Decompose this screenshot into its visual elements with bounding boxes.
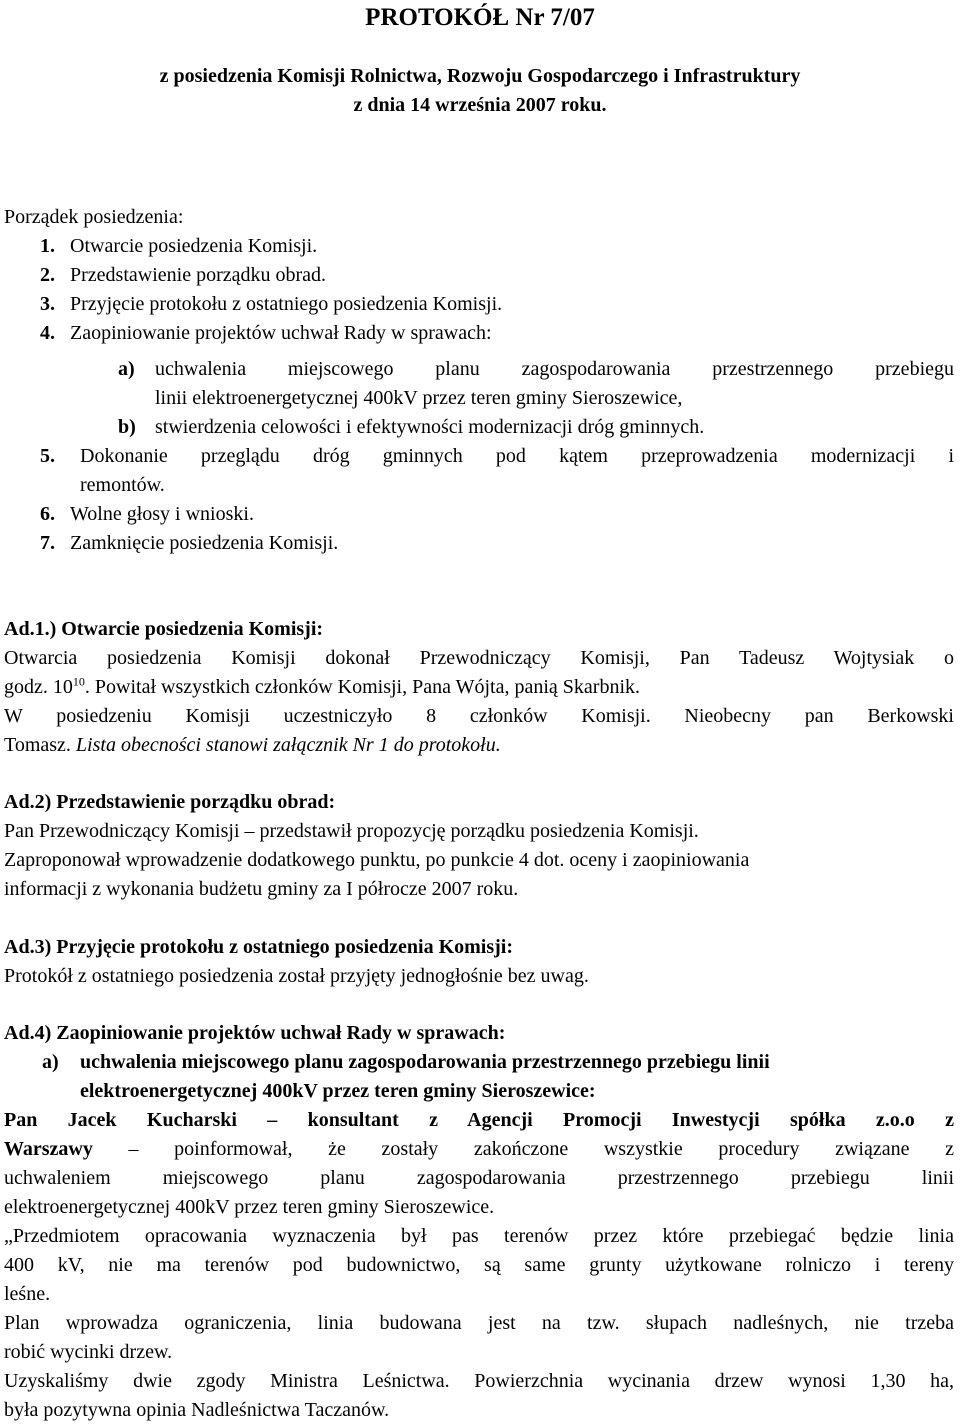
agenda-subitem-a: [118, 355, 155, 384]
ad4-para4-line-1: Uzyskaliśmy dwie zgody Ministra Leśnictwa. Powierzchnia wycinania drzew wynosi 1,30 ha,: [4, 1370, 954, 1392]
ad4-subitem-letter: a): [42, 1051, 59, 1073]
agenda-item-text: Otwarcie posiedzenia Komisji.: [70, 235, 318, 257]
ad4-info-text: – poinformował, że zostały zakończone wszystkie procedury związane z: [92, 1138, 954, 1160]
agenda-item-number: 5.: [40, 445, 55, 467]
ad3-heading: Ad.3) Przyjęcie protokołu z ostatniego posiedzenia Komisji:: [4, 936, 514, 958]
agenda-item-2: [40, 261, 326, 290]
agenda-subitem-a-line-1: uchwalenia miejscowego planu zagospodarowania przestrzennego przebiegu: [155, 358, 954, 380]
agenda-item-number: 3.: [40, 293, 55, 315]
ad4-para1-line-4: elektroenergetycznej 400kV przez teren gminy Sieroszewice.: [4, 1196, 495, 1218]
agenda-item-text: Przyjęcie protokołu z ostatniego posiedzenia Komisji.: [70, 293, 503, 315]
ad2-line-1: Pan Przewodniczący Komisji – przedstawił propozycję porządku posiedzenia Komisji.: [4, 820, 699, 842]
agenda-item-1: [40, 232, 317, 261]
ad1-time-text: godz. 10: [4, 676, 73, 698]
agenda-item-text: Zamknięcie posiedzenia Komisji.: [70, 532, 339, 554]
ad4-para3-line-2: robić wycinki drzew.: [4, 1341, 173, 1363]
agenda-subitem-letter: b): [118, 416, 136, 438]
agenda-item-5: [40, 442, 70, 471]
ad4-para3-line-1: Plan wprowadza ograniczenia, linia budowana jest na tzw. słupach nadleśnych, nie trzeba: [4, 1312, 954, 1334]
ad4-subitem-line-1: uchwalenia miejscowego planu zagospodarowania przestrzennego przebiegu linii: [80, 1051, 770, 1073]
ad4-subitem-line-2: elektroenergetycznej 400kV przez teren gminy Sieroszewice:: [80, 1080, 596, 1102]
ad1-time-superscript: 10: [72, 674, 85, 689]
ad1-line-3: W posiedzeniu Komisji uczestniczyło 8 członków Komisji. Nieobecny pan Berkowski: [4, 705, 954, 727]
ad4-para1-line-2: [4, 1135, 954, 1164]
ad3-line-1: Protokół z ostatniego posiedzenia został przyjęty jednogłośnie bez uwag.: [4, 965, 589, 987]
agenda-heading: Porządek posiedzenia:: [4, 206, 184, 228]
agenda-item-number: 6.: [40, 503, 55, 525]
agenda-item-text: Przedstawienie porządku obrad.: [70, 264, 327, 286]
agenda-item-number: 4.: [40, 322, 55, 344]
subtitle-line-1: z posiedzenia Komisji Rolnictwa, Rozwoju Gospodarczego i Infrastruktury: [159, 65, 801, 87]
agenda-item-5-line-1: Dokonanie przeglądu dróg gminnych pod kątem przeprowadzenia modernizacji i: [80, 445, 954, 467]
agenda-subitem-text: stwierdzenia celowości i efektywności modernizacji dróg gminnych.: [155, 416, 705, 438]
ad2-line-3: informacji z wykonania budżetu gminy za I półrocze 2007 roku.: [4, 878, 519, 900]
ad1-line-4: [4, 731, 501, 760]
ad4-para4-line-2: była pozytywna opinia Nadleśnictwa Taczanów.: [4, 1399, 390, 1421]
agenda-subitem-a-line-2: linii elektroenergetycznej 400kV przez teren gminy Sieroszewice,: [155, 387, 683, 409]
agenda-item-3: [40, 290, 502, 319]
ad4-para2-line-2: 400 kV, nie ma terenów pod budownictwo, są same grunty użytkowane rolniczo i tereny: [4, 1254, 954, 1276]
ad4-para2-line-1: „Przedmiotem opracowania wyznaczenia był pas terenów przez które przebiegać będzie linia: [4, 1225, 954, 1247]
agenda-item-6: [40, 500, 254, 529]
ad1-heading: Ad.1.) Otwarcie posiedzenia Komisji:: [4, 618, 324, 640]
ad1-line-2: [4, 673, 640, 702]
agenda-item-number: 1.: [40, 235, 55, 257]
ad1-line-1: Otwarcia posiedzenia Komisji dokonał Przewodniczący Komisji, Pan Tadeusz Wojtysiak o: [4, 647, 954, 669]
ad1-name-text: Tomasz.: [4, 734, 71, 756]
agenda-item-7: [40, 529, 338, 558]
agenda-item-text: Zaopiniowanie projektów uchwał Rady w sprawach:: [70, 322, 492, 344]
ad2-heading: Ad.2) Przedstawienie porządku obrad:: [4, 791, 336, 813]
page-title: PROTOKÓŁ Nr 7/07: [365, 4, 595, 31]
ad4-para1-line-3: uchwaleniem miejscowego planu zagospodarowania przestrzennego przebiegu linii: [4, 1167, 954, 1189]
ad4-heading: Ad.4) Zaopiniowanie projektów uchwał Rady w sprawach:: [4, 1022, 506, 1044]
agenda-subitem-b: [118, 413, 704, 442]
ad4-para1-line-1: Pan Jacek Kucharski – konsultant z Agencji Promocji Inwestycji spółka z.o.o z: [4, 1109, 954, 1131]
ad2-line-2: Zaproponował wprowadzenie dodatkowego punktu, po punkcie 4 dot. oceny i zaopiniowania: [4, 849, 750, 871]
subtitle-line-2: z dnia 14 września 2007 roku.: [353, 94, 607, 116]
agenda-item-number: 7.: [40, 532, 55, 554]
agenda-item-text: Wolne głosy i wnioski.: [70, 503, 254, 525]
agenda-item-4: [40, 319, 492, 348]
agenda-item-5-line-2: remontów.: [80, 474, 165, 496]
ad4-para2-line-3: leśne.: [4, 1283, 51, 1305]
ad4-city-name: Warszawy: [4, 1138, 93, 1160]
agenda-subitem-letter: a): [118, 358, 135, 380]
agenda-item-number: 2.: [40, 264, 55, 286]
ad1-welcome-text: . Powitał wszystkich członków Komisji, Pana Wójta, panią Skarbnik.: [84, 676, 640, 698]
ad1-attendance-note: Lista obecności stanowi załącznik Nr 1 do protokołu.: [75, 734, 501, 756]
